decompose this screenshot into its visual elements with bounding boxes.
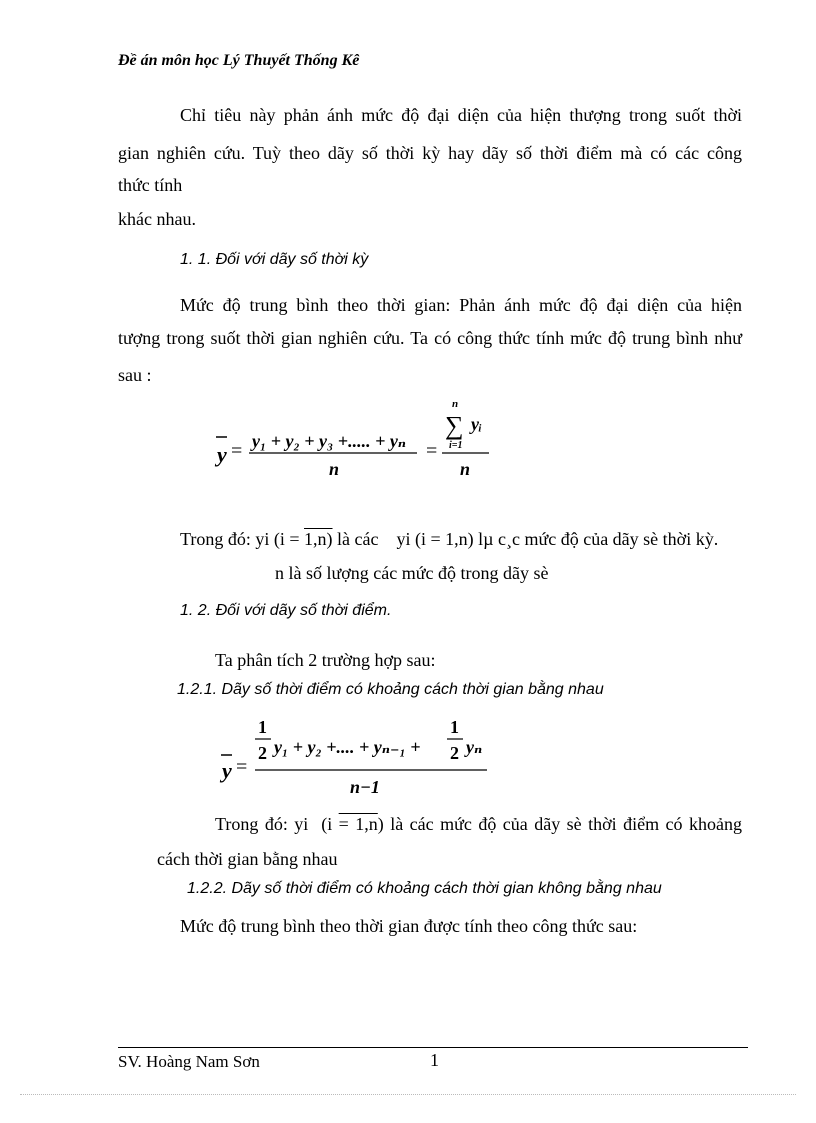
para1-line-1: Mức độ trung bình theo thời gian: Phản ánh mức độ đại diện của hiện bbox=[180, 295, 742, 315]
where1-line-2: n là số lượng các mức độ trong dãy sè bbox=[275, 563, 549, 583]
intro-line-3: thức tính bbox=[118, 175, 183, 195]
formula1-lhs: y bbox=[217, 442, 227, 467]
footer-author: SV. Hoàng Nam Sơn bbox=[118, 1052, 260, 1071]
formula2-half-num-2: 1 bbox=[450, 717, 459, 737]
footer-divider bbox=[118, 1047, 748, 1048]
formula-mean-period bbox=[205, 395, 505, 485]
formula1-sum-term: yᵢ bbox=[471, 414, 483, 434]
para1-line-2: tượng trong suốt thời gian nghiên cứu. Ta có công thức tính mức độ trung bình như bbox=[118, 328, 742, 348]
where2-line-2: cách thời gian bằng nhau bbox=[157, 849, 338, 869]
formula1-denominator: n bbox=[329, 459, 340, 479]
page-header: Đề án môn học Lý Thuyết Thống Kê bbox=[118, 52, 360, 69]
sum-sigma-icon: ∑ bbox=[445, 411, 464, 440]
closing-text: Mức độ trung bình theo thời gian được tính theo công thức sau: bbox=[180, 916, 638, 936]
section-heading-1-2-1: 1.2.1. Dãy số thời điểm có khoảng cách thời gian bằng nhau bbox=[177, 681, 604, 698]
formula1-numerator: y₁ + y₂ + y₃ +..... + yₙ bbox=[252, 431, 407, 451]
where1-line-1: Trong đó: yi (i = 1,n) là các yi (i = 1,n) lµ c¸c mức độ của dãy sè thời kỳ. bbox=[180, 529, 719, 549]
svg-text:=: = bbox=[426, 440, 438, 462]
formula2-denominator: n−1 bbox=[350, 777, 380, 797]
formula2-half-den: 2 bbox=[258, 743, 267, 763]
svg-text:yₙ: yₙ bbox=[466, 737, 483, 757]
formula1-sum-bottom: i=1 bbox=[449, 440, 463, 451]
page-bottom-border bbox=[20, 1094, 796, 1095]
where2-line-1: Trong đó: yi (i = 1,n) là các mức độ của dãy sè thời điểm có khoảng bbox=[215, 814, 742, 834]
formula1-sum-top: n bbox=[452, 398, 459, 410]
formula2-middle: y₁ + y₂ +.... + yₙ₋₁ + bbox=[274, 737, 421, 757]
svg-text:=: = bbox=[231, 440, 243, 462]
svg-text:=: = bbox=[236, 756, 248, 778]
formula-mean-equal-interval bbox=[210, 713, 500, 798]
formula2-lhs: y bbox=[222, 758, 232, 783]
intro-line-4: khác nhau. bbox=[118, 209, 196, 229]
formula2-half-den-2: 2 bbox=[450, 743, 459, 763]
page-number: 1 bbox=[430, 1050, 439, 1070]
analysis-text: Ta phân tích 2 trường hợp sau: bbox=[215, 650, 436, 670]
para1-line-3: sau : bbox=[118, 365, 152, 385]
formula1-denominator-2: n bbox=[460, 459, 471, 479]
section-heading-1-2-2: 1.2.2. Dãy số thời điểm có khoảng cách thời gian không bằng nhau bbox=[187, 880, 662, 897]
section-heading-1-1: 1. 1. Đối với dãy số thời kỳ bbox=[180, 251, 369, 268]
section-heading-1-2: 1. 2. Đối với dãy số thời điểm. bbox=[180, 602, 392, 619]
formula2-half-num: 1 bbox=[258, 717, 267, 737]
intro-line-1: Chỉ tiêu này phản ánh mức độ đại diện của hiện thượng trong suốt thời bbox=[180, 105, 742, 125]
intro-line-2: gian nghiên cứu. Tuỳ theo dãy số thời kỳ hay dãy số thời điểm mà có các công bbox=[118, 143, 742, 163]
